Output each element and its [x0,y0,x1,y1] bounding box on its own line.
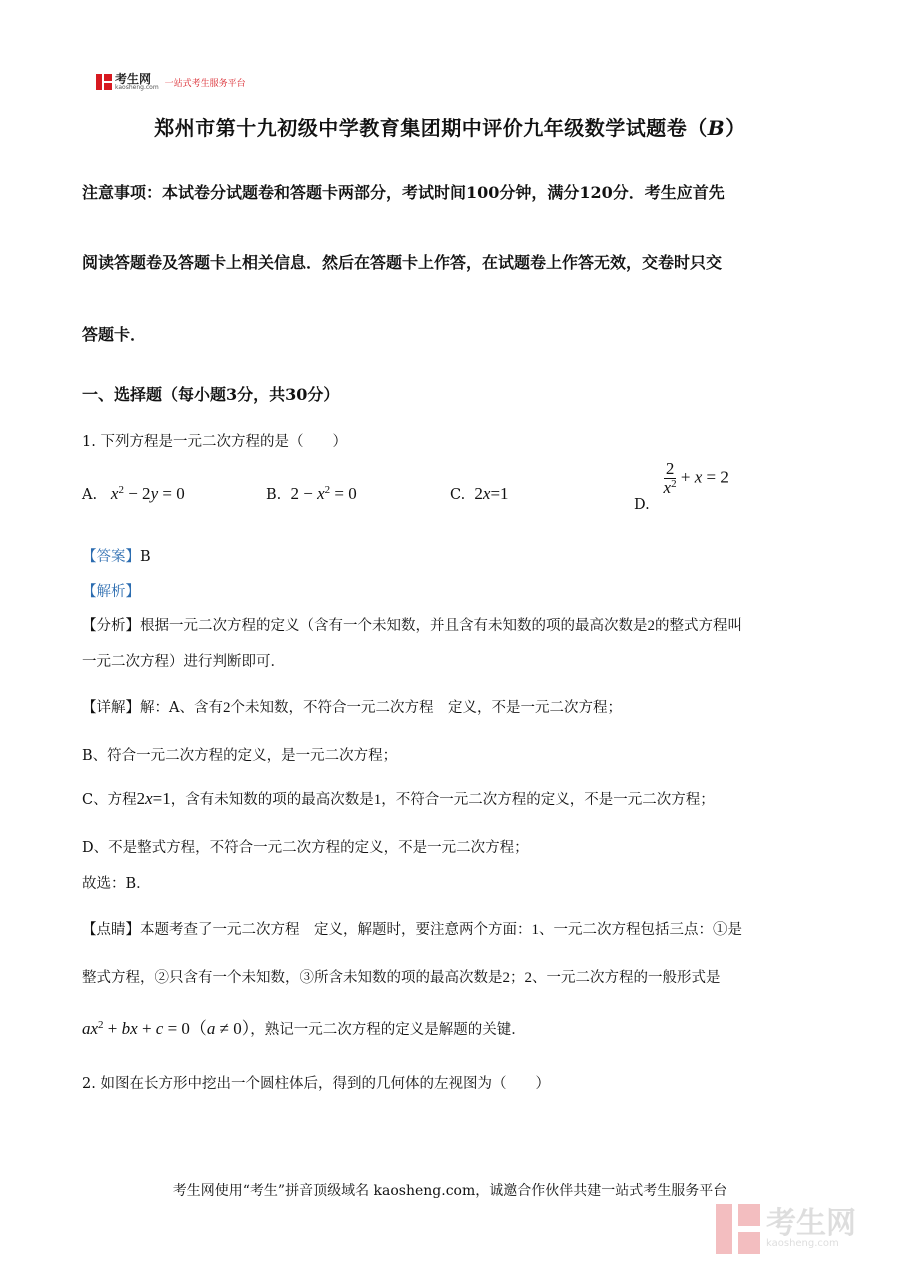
option-d-analysis: D、不是整式方程，不符合一元二次方程的定义，不是一元二次方程； [82,840,529,856]
logo-name: 考生网 [115,72,152,86]
option-c-analysis: C、方程2x=1，含有未知数的项的最高次数是1，不符合一元二次方程的定义，不是一元二次方程； [82,789,715,808]
q1-stem: 1. 下列方程是一元二次方程的是（ ） [82,434,347,450]
analysis-tag: 【解析】 [82,584,140,600]
xiangjie-line: 【详解】解：A、含有2个未知数，不符合一元二次方程 定义，不是一元二次方程； [82,700,622,716]
dianjing-line-2: 整式方程，②只含有一个未知数，③所含未知数的项的最高次数是2；2、一元二次方程的一般形式是 [82,970,721,986]
kaosheng-logo-icon [96,74,112,90]
watermark-logo-icon [716,1204,760,1254]
section-heading: 一、选择题（每小题3分，共30分） [82,385,340,404]
answer-value: B [140,549,151,565]
dianjing-line-1: 【点睛】本题考查了一元二次方程 定义，解题时，要注意两个方面：1、一元二次方程包括三点：①是 [82,922,742,938]
answer-line [82,545,151,566]
notice-line-1: 注意事项：本试卷分试题卷和答题卡两部分，考试时间100分钟，满分120分．考生应首先 [82,183,725,202]
page-title: 郑州市第十九初级中学教育集团期中评价九年级数学试题卷（B） [154,116,746,140]
q1-option-a: A. $x^2 - 2y = 0$ [82,484,185,503]
title-variant: B [707,116,726,140]
notice-line-3: 答题卡． [82,325,147,344]
q1-option-b: B. $2 - x^2 = 0$ [266,484,357,503]
watermark [716,1204,856,1254]
logo-domain: kaosheng.com [115,84,159,91]
option-b-analysis: B、符合一元二次方程的定义，是一元二次方程； [82,748,398,764]
choose-line: 故选：B． [82,876,151,892]
q1-option-c: C. 2x=1 [450,484,509,503]
q1-option-d: D. $\frac{2}{x^2}$ + x = 2 [634,459,729,513]
notice-line-2: 阅读答题卷及答题卡上相关信息．然后在答题卡上作答，在试题卷上作答无效，交卷时只交 [82,253,723,272]
fraction: $\frac{2}{x^2}$ [663,459,677,497]
fenxi-line-2: 一元二次方程）进行判断即可． [82,654,285,670]
logo-slogan: 一站式考生服务平台 [164,78,246,89]
answer-tag: 【答案】 [82,549,140,565]
watermark-name: 考生网 [766,1206,856,1241]
q2-stem: 2. 如图在长方形中挖出一个圆柱体后，得到的几何体的左视图为（ ） [82,1076,550,1092]
dianjing-line-3: $ax^2$ + bx + c = 0（a ≠ 0），熟记一元二次方程的定义是解题的关键． [82,1019,526,1038]
header-logo [96,72,246,92]
page-footer: 考生网使用“考生”拼音顶级域名 kaosheng.com，诚邀合作伙伴共建一站式考生服务平台 [172,1183,728,1199]
fenxi-line-1: 【分析】根据一元二次方程的定义（含有一个未知数，并且含有未知数的项的最高次数是2的整式方程叫 [82,618,742,634]
watermark-domain: kaosheng.com [766,1238,839,1249]
general-form-formula: ax [82,1019,99,1038]
